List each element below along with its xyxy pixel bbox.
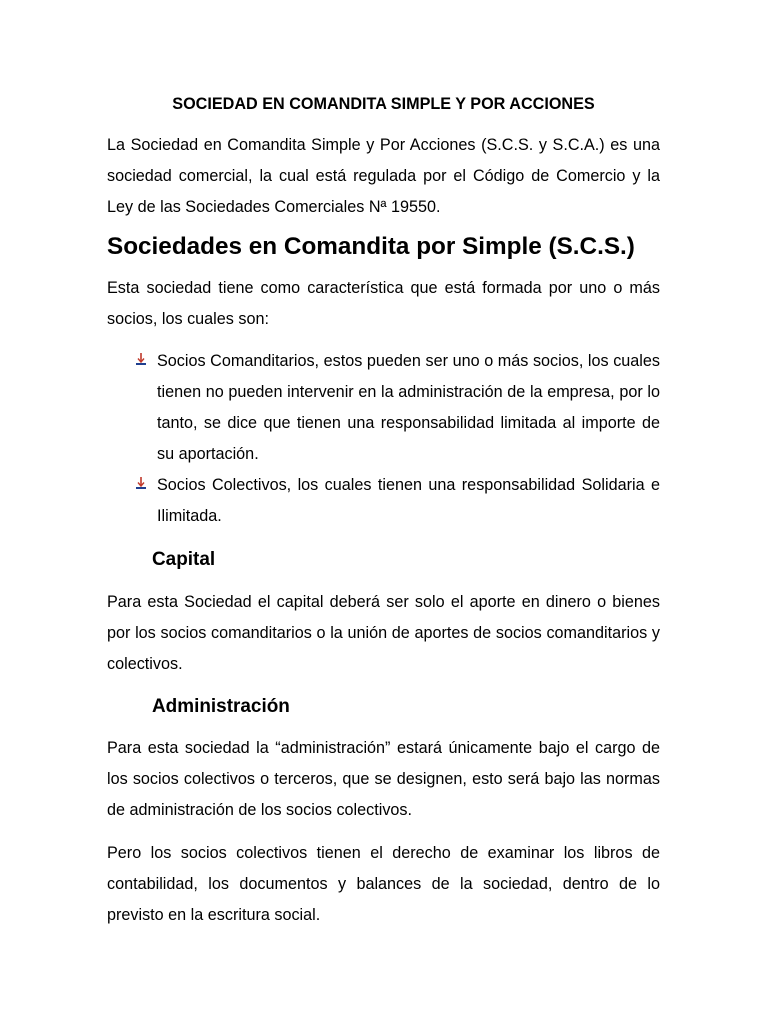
intro-paragraph: La Sociedad en Comandita Simple y Por Acciones (S.C.S. y S.C.A.) es una sociedad comercial, la cual está regulada por el Código de Comercio y la Ley de las Sociedades Comerciales Nª 19550.	[107, 136, 660, 216]
arrow-down-bullet-icon	[135, 476, 147, 490]
capital-paragraph: Para esta Sociedad el capital deberá ser solo el aporte en dinero o bienes por los socios comanditarios o la unión de aportes de socios comanditarios y colectivos.	[107, 593, 660, 673]
administracion-paragraph-2: Pero los socios colectivos tienen el derecho de examinar los libros de contabilidad, los documentos y balances de la sociedad, dentro de lo previsto en la escritura social.	[107, 844, 660, 924]
section-heading: Sociedades en Comandita por Simple (S.C.S.)	[107, 233, 635, 260]
administracion-paragraph-1: Para esta sociedad la “administración” estará únicamente bajo el cargo de los socios colectivos o terceros, que se designen, esto será bajo las normas de administración de los socios colectivos.	[107, 739, 660, 819]
document-title: SOCIEDAD EN COMANDITA SIMPLE Y POR ACCIONES	[172, 95, 595, 113]
section-intro-paragraph: Esta sociedad tiene como característica que está formada por uno o más socios, los cuales son:	[107, 279, 660, 328]
socios-list	[107, 346, 660, 532]
list-item	[157, 346, 660, 470]
administracion-heading: Administración	[152, 696, 290, 717]
arrow-down-bullet-icon	[135, 352, 147, 366]
list-item	[157, 470, 660, 532]
list-item-text: Socios Colectivos, los cuales tienen una responsabilidad Solidaria e Ilimitada.	[157, 476, 660, 525]
list-item-text: Socios Comanditarios, estos pueden ser uno o más socios, los cuales tienen no pueden intervenir en la administración de la empresa, por lo tanto, se dice que tienen una responsabilidad limitada al importe de su aportación.	[157, 352, 660, 463]
document-page	[107, 90, 660, 931]
capital-heading: Capital	[152, 549, 216, 570]
